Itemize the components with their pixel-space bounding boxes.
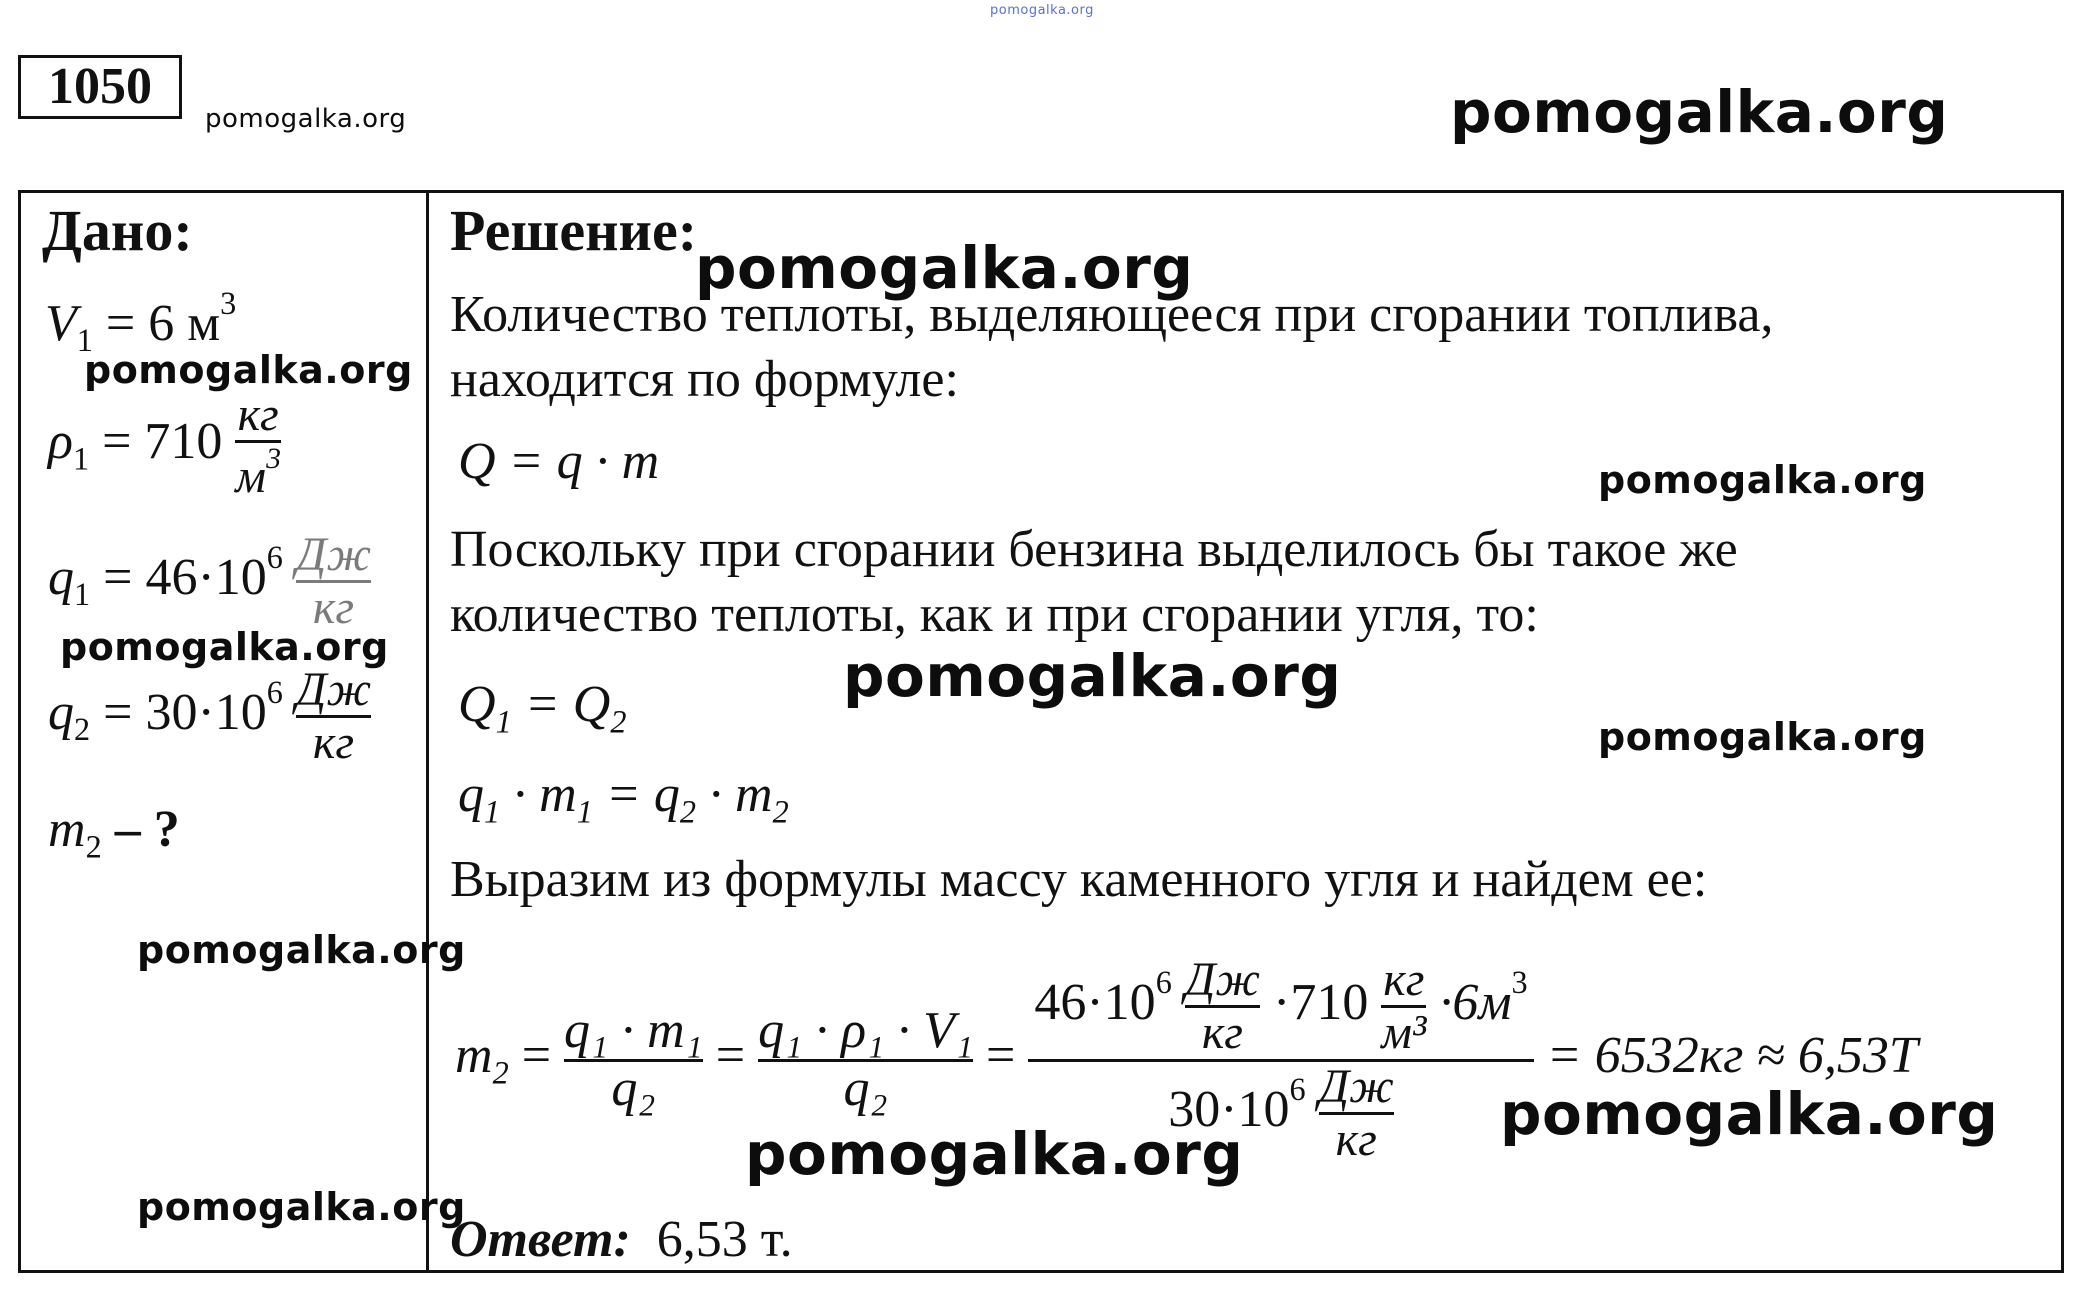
solution-text-3: Выразим из формулы массу каменного угля и найдем ее: (450, 851, 1708, 908)
answer: Ответ: 6,53 т. (450, 1211, 793, 1268)
watermark-header-large: pomogalka.org (1450, 78, 1949, 146)
solution-text-2b: количество теплоты, как и при сгорании угля, то: (450, 586, 1539, 643)
watermark-solution-3: pomogalka.org (843, 642, 1342, 710)
formula-q1m1-q2m2: $q_1 \cdot m_1 = q_2 \cdot m_2$ (458, 766, 789, 830)
watermark-solution-2: pomogalka.org (1598, 458, 1927, 502)
formula-q-qm: Q = q · m (458, 433, 660, 490)
solution-text-2a: Поскольку при сгорании бензина выделилось бы такое же (450, 521, 1738, 578)
solution-text-1a: Количество теплоты, выделяющееся при сгорании топлива, (450, 286, 1774, 343)
given-rho1: $\rho_1 = 710$ $\frac{кг}{м^3}$ (48, 388, 281, 504)
watermark-header-small: pomogalka.org (205, 104, 407, 134)
formula-final: $m_2$ = $\frac{\text{q₁ · m₁}}{\text{q₂}}$ = $\frac{\text{q₁ · ρ₁ · V₁}}{\text{q₂}}$ = $46\cdot 10^6$ $\frac{Дж}{кг}$ ·710 $\frac{кг}{\text{м³}}$ $\cdot 6м^3$ $30\cdot 10^6$ $\frac{Дж}{кг}$ = 6532кг ≈ 6,53Т (455, 953, 1918, 1167)
watermark-solution-1: pomogalka.org (695, 234, 1194, 302)
watermark-given-1: pomogalka.org (84, 348, 413, 392)
watermark-top-small: pomogalka.org (990, 3, 1094, 18)
formula-q1-q2: $Q_1 = Q_2$ (458, 676, 627, 740)
given-v1: $V_1 = 6$ $м^3$ (45, 285, 237, 359)
given-header: Дано: (42, 198, 193, 263)
problem-number: 1050 (18, 55, 182, 119)
solution-text-1b: находится по формуле: (450, 351, 959, 408)
column-divider (426, 190, 429, 1273)
given-q2: $q_2 = 30\cdot 10^6$ $\frac{Дж}{кг}$ (48, 663, 372, 770)
watermark-given-4: pomogalka.org (137, 1185, 466, 1229)
solution-header: Решение: (450, 198, 698, 263)
watermark-solution-5: pomogalka.org (1500, 1080, 1999, 1148)
watermark-solution-4: pomogalka.org (1598, 715, 1927, 759)
watermark-given-3: pomogalka.org (137, 928, 466, 972)
watermark-given-2: pomogalka.org (60, 625, 389, 669)
given-find: $m_2$ – ? (48, 801, 180, 865)
watermark-solution-6: pomogalka.org (745, 1120, 1244, 1188)
given-q1: $q_1 = 46\cdot 10^6$ $\frac{Дж}{кг}$ (48, 528, 372, 635)
